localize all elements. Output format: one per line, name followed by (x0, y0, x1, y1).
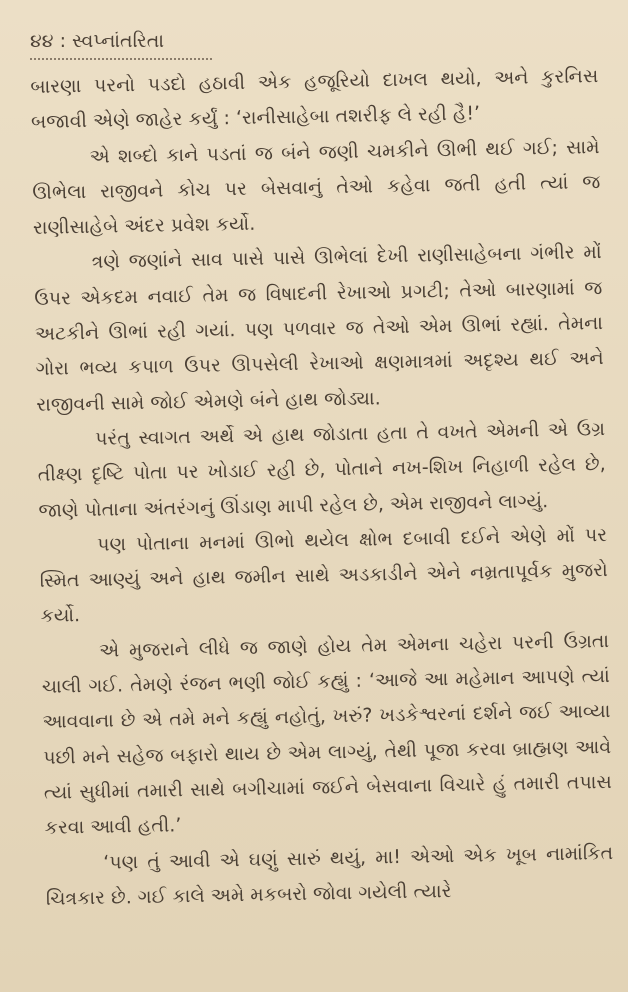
paragraph: એ શબ્દો કાને પડતાં જ બંને જણી ચમકીને ઊભી થઈ ગઈ; સામે ઊભેલા રાજીવને કોચ પર બેસવાનું તેઓ કહેવા જતી હતી ત્યાં જ રાણીસાહેબે અંદર પ્રવેશ કર્યો. (32, 135, 601, 240)
page-number: ૪૪ (30, 30, 54, 52)
paragraph: પરંતુ સ્વાગત અર્થે એ હાથ જોડાતા હતા તે વખતે એમની એ ઉગ્ર તીક્ષ્ણ દૃષ્ટિ પોતા પર ખોડાઈ રહી છે, પોતાને નખ-શિખ નિહાળી રહેલ છે, જાણે પોતાના અંતરંગનું ઊંડાણ માપી રહેલ છે, એમ રાજીવને લાગ્યું. (37, 417, 606, 522)
paragraph: પણ પોતાના મનમાં ઊભો થયેલ ક્ષોભ દબાવી દઈને એણે મોં પર સ્મિત આણ્યું અને હાથ જમીન સાથે અડકાડીને એને નમ્રતાપૂર્વક મુજરો કર્યો. (39, 523, 608, 628)
page-header (30, 30, 164, 52)
header-underline (30, 58, 212, 60)
paragraph: એ મુજરાને લીધે જ જાણે હોય તેમ એમના ચહેરા પરની ઉગ્રતા ચાલી ગઈ. તેમણે રંજન ભણી જોઈ કહ્યું : ‘આજે આ મહેમાન આપણે ત્યાં આવવાના છે એ તમે મને કહ્યું નહોતું, ખરું? ખડકેશ્વરનાં દર્શને જઈ આવ્યા પછી મને સહેજ બફારો થાય છે એમ લાગ્યું, તેથી પૂજા કરવા બ્રાહ્મણ આવે ત્યાં સુધીમાં તમારી સાથે બગીચામાં જઈને બેસવાના વિચારે હું તમારી તપાસ કરવા આવી હતી.’ (41, 629, 612, 840)
header-separator: : (53, 30, 73, 52)
paragraph: ‘પણ તું આવી એ ઘણું સારું થયું, મા! એઓ એક ખૂબ નામાંકિત ચિત્રકાર છે. ગઈ કાલે અમે મકબરો જોવા ગયેલી ત્યારે (45, 841, 614, 910)
paragraph: ત્રણે જણાંને સાવ પાસે પાસે ઊભેલાં દેખી રાણીસાહેબના ગંભીર મોં ઉપર એકદમ નવાઈ તેમ જ વિષાદની રેખાઓ પ્રગટી; તેઓ બારણામાં જ અટકીને ઊભાં રહી ગયાં. પણ પળવાર જ તેઓ એમ ઊભાં રહ્યાં. તેમના ગોરા ભવ્ય કપાળ ઉપર ઊપસેલી રેખાઓ ક્ષણમાત્રમાં અદૃશ્ય થઈ અને રાજીવની સામે જોઈ એમણે બંને હાથ જોડ્યા. (34, 241, 604, 416)
book-title: સ્વપ્નાંતરિતા (72, 30, 164, 52)
paragraph: બારણા પરનો પડદો હઠાવી એક હજૂરિયો દાખલ થયો, અને કુરનિસ બજાવી એણે જાહેર કર્યું : ‘રાનીસાહેબા તશરીફ લે રહી હૈ!’ (30, 65, 599, 134)
page-body (30, 59, 614, 917)
